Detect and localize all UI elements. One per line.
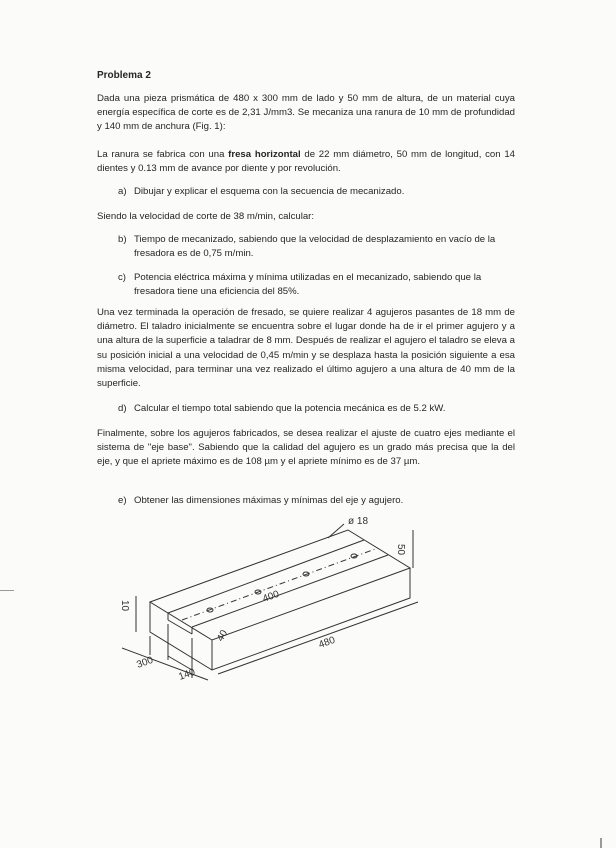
dim-label-depth: 10 bbox=[119, 600, 130, 612]
question-c-text: Potencia eléctrica máxima y mínima utilizadas en el mecanizado, sabiendo que la fresadora tiene una eficiencia del 85%. bbox=[134, 272, 482, 298]
scan-mark bbox=[0, 590, 14, 591]
paragraph-milling-tool-start: La ranura se fabrica con una bbox=[97, 149, 225, 160]
question-e-text: Obtener las dimensiones máximas y mínimas del eje y agujero. bbox=[134, 495, 404, 506]
dim-label-hole: ø 18 bbox=[348, 516, 369, 527]
question-b-text: Tiempo de mecanizado, sabiendo que la velocidad de desplazamiento en vacío de la fresadora es de 0,75 m/min. bbox=[134, 234, 496, 260]
question-a bbox=[118, 185, 516, 199]
dim-label-300: 300 bbox=[135, 654, 155, 671]
paragraph-milling-tool-bold: fresa horizontal bbox=[228, 149, 301, 160]
question-d-label: d) bbox=[118, 403, 127, 414]
hole-centerline bbox=[182, 548, 378, 620]
dim-label-40: 40 bbox=[215, 628, 231, 644]
figure-1-part-drawing bbox=[100, 510, 430, 700]
dim-label-140: 140 bbox=[177, 666, 197, 683]
leader-hole bbox=[328, 524, 344, 538]
question-c-label: c) bbox=[118, 272, 126, 283]
question-a-label: a) bbox=[118, 186, 127, 197]
dim-label-480: 480 bbox=[317, 634, 337, 651]
question-b bbox=[118, 233, 516, 261]
dim-label-400: 400 bbox=[261, 588, 281, 605]
question-e bbox=[118, 494, 516, 508]
paragraph-fit: Finalmente, sobre los agujeros fabricados, se desea realizar el ajuste de cuatro ejes mediante el sistema de "eje base". Sabiendo que la calidad del agujero es un grado más precisa que la del eje, y que el apriete máximo es de 108 µm y el apriete mínimo es de 37 µm. bbox=[97, 428, 515, 468]
dim-label-height: 50 bbox=[395, 544, 406, 556]
question-e-label: e) bbox=[118, 495, 127, 506]
question-c bbox=[118, 271, 516, 299]
question-b-label: b) bbox=[118, 234, 127, 245]
scan-mark bbox=[600, 838, 602, 848]
question-d bbox=[118, 402, 516, 416]
paragraph-cutting-speed: Siendo la velocidad de corte de 38 m/min, calcular: bbox=[97, 211, 315, 222]
question-a-text: Dibujar y explicar el esquema con la secuencia de mecanizado. bbox=[134, 186, 405, 197]
paragraph-drilling: Una vez terminada la operación de fresado, se quiere realizar 4 agujeros pasantes de 18 mm de diámetro. El taladro inicialmente se encuentra sobre el lugar donde ha de ir el primer agujero y a una altura de la superficie a taladrar de 8 mm. Después de realizar el agujero el taladro se eleva a su posición inicial a una velocidad de 0,45 m/min y se desplaza hasta la posición siguiente a esa misma velocidad, para terminar una vez realizado el último agujero a una altura de 40 mm de la superficie. bbox=[97, 307, 515, 390]
dim-line-480 bbox=[218, 602, 418, 674]
paragraph-milling-tool bbox=[97, 148, 515, 176]
paragraph-milling-tool-end: de 22 mm diámetro, 50 mm de longitud, con 14 dientes y 0.13 mm de avance por diente y por revolución. bbox=[97, 149, 515, 175]
question-d-text: Calcular el tiempo total sabiendo que la potencia mecánica es de 5.2 kW. bbox=[134, 403, 446, 414]
problem-title: Problema 2 bbox=[97, 70, 151, 81]
block-top-face bbox=[150, 530, 410, 640]
paragraph-statement: Dada una pieza prismática de 480 x 300 mm de lado y 50 mm de altura, de un material cuya energía específica de corte es de 2,31 J/mm3. Se mecaniza una ranura de 10 mm de profundidad y 140 mm de anchura (Fig. 1): bbox=[97, 93, 515, 133]
isometric-drawing bbox=[100, 510, 430, 700]
slot-bottom-front bbox=[168, 620, 192, 634]
